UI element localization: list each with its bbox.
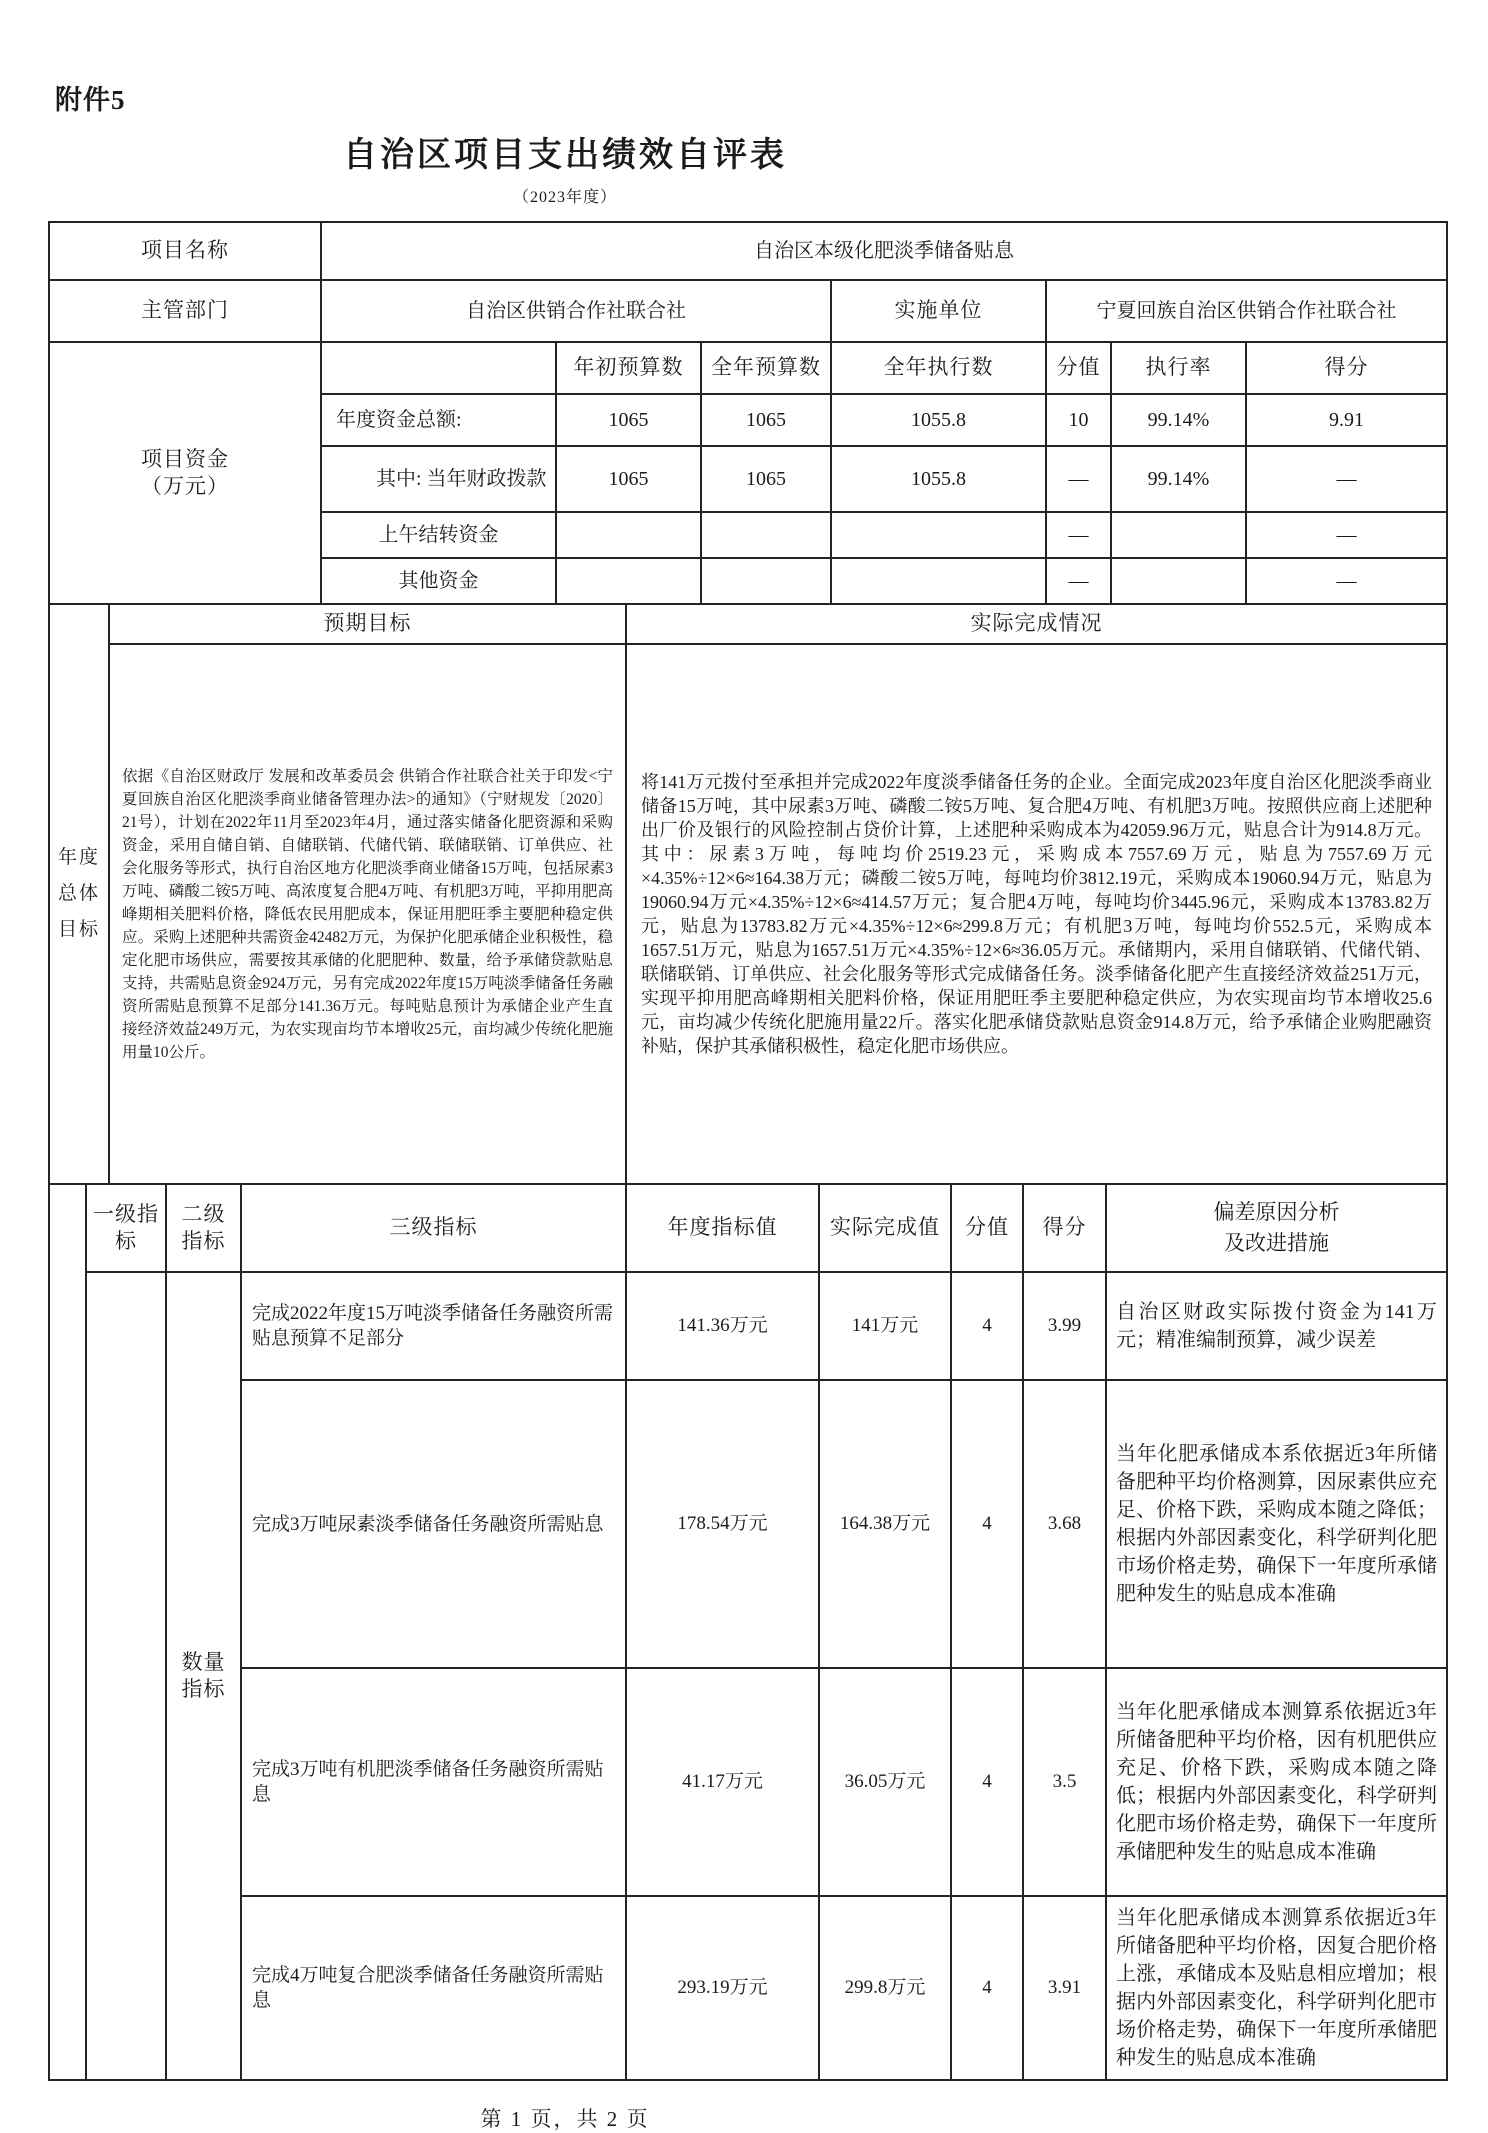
indicator-score-value: 4	[951, 1272, 1023, 1380]
indicator-score: 3.99	[1023, 1272, 1106, 1380]
funds-header-initial: 年初预算数	[556, 342, 701, 394]
indicator-row	[49, 1272, 1447, 1380]
goal-body-row	[49, 644, 1447, 1184]
basic-info-table	[48, 221, 1448, 605]
indicator-score: 3.68	[1023, 1380, 1106, 1668]
funds-executed	[831, 558, 1046, 604]
indicator-actual: 141万元	[819, 1272, 951, 1380]
funds-label-line1: 项目资金	[141, 446, 229, 471]
funds-header-rate: 执行率	[1111, 342, 1246, 394]
funds-rate: 99.14%	[1111, 394, 1246, 446]
indicator-analysis: 当年化肥承储成本测算系依据近3年所储备肥种平均价格，因有机肥供应充足、价格下跌，采购成本随之降低；根据内外部因素变化，科学研判化肥市场价格走势，确保下一年度所承储肥种发生的贴息成本准确	[1106, 1668, 1447, 1896]
funds-row-label: 年度资金总额:	[321, 394, 556, 446]
funds-header-row	[49, 342, 1447, 394]
funds-header-score-value: 分值	[1046, 342, 1111, 394]
funds-annual	[701, 512, 831, 558]
funds-initial: 1065	[556, 446, 701, 512]
page-subtitle: （2023年度）	[512, 189, 617, 206]
expected-goal-text: 依据《自治区财政厅 发展和改革委员会 供销合作社联合社关于印发<宁夏回族自治区化肥淡季商业储备管理办法>的通知》（宁财规发〔2020〕21号），计划在2022年11月至2023年4月，通过落实储备化肥资源和采购资金，采用自储自销、自储联销、代储代销、联储联销、订单供应、社会化服务等形式，执行自治区地方化肥淡季商业储备15万吨，包括尿素3万吨、磷酸二铵5万吨、高浓度复合肥4万吨、有机肥3万吨，平抑用肥高峰期相关肥料价格，降低农民用肥成本，保证用肥旺季主要肥种稳定供应。采购上述肥种共需资金42482万元，为保护化肥承储企业积极性，稳定化肥市场供应，需要按其承储的化肥肥种、数量，给予承储贷款贴息支持，共需贴息资金924万元，另有完成2022年度15万吨淡季储备任务融资所需贴息预算不足部分141.36万元。每吨贴息预计为承储企业产生直接经济效益249万元，为农实现亩均节本增收25元，亩均减少传统化肥施用量10公斤。	[109, 644, 626, 1184]
page-title: 自治区项目支出绩效自评表	[343, 137, 787, 174]
project-name-value: 自治区本级化肥淡季储备贴息	[321, 222, 1447, 280]
level1-cell	[86, 1272, 166, 2080]
funds-score: —	[1246, 558, 1447, 604]
level2-cell: 数量指标	[166, 1272, 241, 2080]
funds-score: 9.91	[1246, 394, 1447, 446]
funds-score-value: 10	[1046, 394, 1111, 446]
annual-goal-section-label: 年度总体目标	[49, 604, 109, 1184]
indicator-name: 完成3万吨有机肥淡季储备任务融资所需贴息	[241, 1668, 626, 1896]
indicator-target: 141.36万元	[626, 1272, 819, 1380]
funds-executed: 1055.8	[831, 394, 1046, 446]
indicator-row	[49, 1380, 1447, 1668]
funds-score-value: —	[1046, 446, 1111, 512]
dept-value: 自治区供销合作社联合社	[321, 280, 831, 342]
funds-header-annual: 全年预算数	[701, 342, 831, 394]
funds-initial	[556, 512, 701, 558]
funds-score-value: —	[1046, 558, 1111, 604]
project-name-label: 项目名称	[49, 222, 321, 280]
deviation-header-line1: 偏差原因分析	[1213, 1199, 1340, 1224]
indicator-name: 完成3万吨尿素淡季储备任务融资所需贴息	[241, 1380, 626, 1668]
dept-label: 主管部门	[49, 280, 321, 342]
impl-unit-value: 宁夏回族自治区供销合作社联合社	[1046, 280, 1447, 342]
funds-label-line2: （万元）	[141, 474, 229, 498]
funds-annual: 1065	[701, 446, 831, 512]
funds-annual	[701, 558, 831, 604]
indicator-name: 完成2022年度15万吨淡季储备任务融资所需贴息预算不足部分	[241, 1272, 626, 1380]
funds-initial: 1065	[556, 394, 701, 446]
project-name-row	[49, 222, 1447, 280]
actual-completion-header: 实际完成情况	[626, 604, 1447, 644]
funds-rate	[1111, 558, 1246, 604]
indicator-table	[48, 1183, 1448, 2081]
indicator-analysis: 自治区财政实际拨付资金为141万元；精准编制预算，减少误差	[1106, 1272, 1447, 1380]
funds-rate	[1111, 512, 1246, 558]
level1-header: 一级指标	[86, 1184, 166, 1272]
deviation-analysis-header	[1106, 1184, 1447, 1272]
funds-header-executed: 全年执行数	[831, 342, 1046, 394]
indicator-score-value: 4	[951, 1380, 1023, 1668]
funds-row-label: 其他资金	[321, 558, 556, 604]
indicator-actual: 299.8万元	[819, 1896, 951, 2080]
indicator-score-value: 4	[951, 1896, 1023, 2080]
funds-initial	[556, 558, 701, 604]
funds-row-label: 其中: 当年财政拨款	[321, 446, 556, 512]
attachment-label: 附件5	[55, 85, 126, 115]
indicator-analysis: 当年化肥承储成本测算系依据近3年所储备肥种平均价格，因复合肥价格上涨，承储成本及贴息相应增加；根据内外部因素变化，科学研判化肥市场价格走势，确保下一年度所承储肥种发生的贴息成本准确	[1106, 1896, 1447, 2080]
level3-header: 三级指标	[241, 1184, 626, 1272]
funds-header-score: 得分	[1246, 342, 1447, 394]
funds-header-empty	[321, 342, 556, 394]
indicator-name: 完成4万吨复合肥淡季储备任务融资所需贴息	[241, 1896, 626, 2080]
indicator-score: 3.5	[1023, 1668, 1106, 1896]
annual-goal-table	[48, 603, 1448, 1185]
funds-score-value: —	[1046, 512, 1111, 558]
funds-annual: 1065	[701, 394, 831, 446]
funds-rate: 99.14%	[1111, 446, 1246, 512]
score-value-header: 分值	[951, 1184, 1023, 1272]
deviation-header-line2: 及改进措施	[1224, 1231, 1329, 1255]
indicator-header-row	[49, 1184, 1447, 1272]
target-value-header: 年度指标值	[626, 1184, 819, 1272]
impl-unit-label: 实施单位	[831, 280, 1046, 342]
indicator-actual: 164.38万元	[819, 1380, 951, 1668]
funds-score: —	[1246, 446, 1447, 512]
funds-row-label: 上午结转资金	[321, 512, 556, 558]
department-row	[49, 280, 1447, 342]
indicator-row	[49, 1668, 1447, 1896]
funds-executed	[831, 512, 1046, 558]
indicator-actual: 36.05万元	[819, 1668, 951, 1896]
funds-score: —	[1246, 512, 1447, 558]
indicator-target: 178.54万元	[626, 1380, 819, 1668]
indicator-target: 293.19万元	[626, 1896, 819, 2080]
indicator-score-value: 4	[951, 1668, 1023, 1896]
expected-goal-header: 预期目标	[109, 604, 626, 644]
funds-executed: 1055.8	[831, 446, 1046, 512]
indicator-target: 41.17万元	[626, 1668, 819, 1896]
level2-header: 二级指标	[166, 1184, 241, 1272]
indicator-left-gutter	[49, 1184, 86, 2080]
score-header: 得分	[1023, 1184, 1106, 1272]
goal-header-row	[49, 604, 1447, 644]
document-header	[0, 127, 1130, 207]
actual-completion-text: 将141万元拨付至承担并完成2022年度淡季储备任务的企业。全面完成2023年度自治区化肥淡季商业储备15万吨，其中尿素3万吨、磷酸二铵5万吨、复合肥4万吨、有机肥3万吨。按照供应商上述肥种出厂价及银行的风险控制占贷价计算，上述肥种采购成本为42059.96万元，贴息合计为914.8万元。其中：尿素3万吨，每吨均价2519.23元，采购成本7557.69万元，贴息为7557.69万元×4.35%÷12×6≈164.38万元；磷酸二铵5万吨，每吨均价3812.19元，采购成本19060.94万元，贴息为19060.94万元×4.35%÷12×6≈414.57万元；复合肥4万吨，每吨均价3445.96元，采购成本13783.82万元，贴息为13783.82万元×4.35%÷12×6≈299.8万元；有机肥3万吨，每吨均价552.5元，采购成本1657.51万元，贴息为1657.51万元×4.35%÷12×6≈36.05万元。承储期内，采用自储联销、代储代销、联储联销、订单供应、社会化服务等形式完成储备任务。淡季储备化肥产生直接经济效益251万元，实现平抑用肥高峰期相关肥料价格，保证用肥旺季主要肥种稳定供应，为农实现亩均节本增收25.6元，亩均减少传统化肥施用量22斤。落实化肥承储贷款贴息资金914.8万元，给予承储企业购肥融资补贴，保护其承储积极性，稳定化肥市场供应。	[626, 644, 1447, 1184]
page-footer: 第 1 页，共 2 页	[480, 2107, 650, 2131]
funds-section-label	[49, 342, 321, 604]
indicator-score: 3.91	[1023, 1896, 1106, 2080]
indicator-analysis: 当年化肥承储成本系依据近3年所储备肥种平均价格测算，因尿素供应充足、价格下跌，采购成本随之降低；根据内外部因素变化，科学研判化肥市场价格走势，确保下一年度所承储肥种发生的贴息成本准确	[1106, 1380, 1447, 1668]
actual-value-header: 实际完成值	[819, 1184, 951, 1272]
indicator-row	[49, 1896, 1447, 2080]
